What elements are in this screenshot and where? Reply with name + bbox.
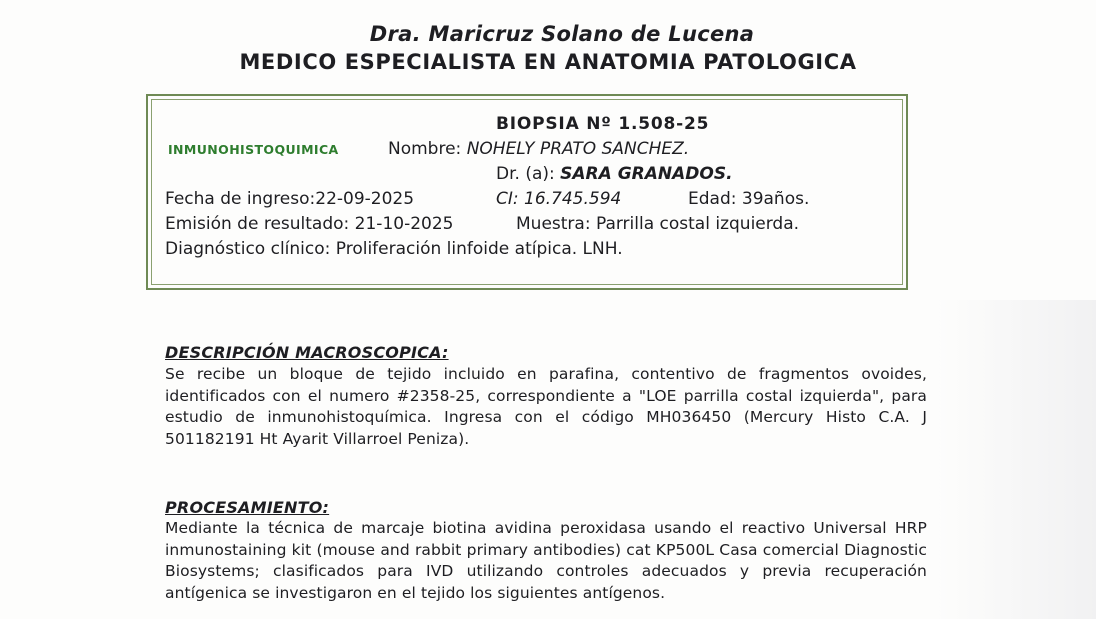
sample: Muestra: Parrilla costal izquierda. bbox=[516, 214, 800, 234]
section-tag: INMUNOHISTOQUIMICA bbox=[168, 142, 339, 157]
paper-shadow bbox=[936, 300, 1096, 619]
processing-heading: PROCESAMIENTO: bbox=[165, 498, 330, 517]
referring-doctor-line bbox=[496, 164, 733, 184]
intake-date: Fecha de ingreso:22-09-2025 bbox=[165, 189, 415, 209]
result-date: Emisión de resultado: 21-10-2025 bbox=[165, 214, 454, 234]
processing-text: Mediante la técnica de marcaje biotina avidina peroxidasa usando el reactivo Universal HRP inmunostaining kit (mouse and rabbit primary antibodies) cat KP500L Casa comercial Diagnostic Biosystems; clasificados para IVD utilizando controles adecuados y previa recuperación antígenica se investigaron en el tejido los siguientes antígenos. bbox=[165, 519, 927, 602]
patient-ci: CI: 16.745.594 bbox=[496, 189, 622, 209]
macro-heading: DESCRIPCIÓN MACROSCOPICA: bbox=[165, 343, 449, 362]
referring-doctor-label: Dr. (a): bbox=[496, 164, 555, 184]
referring-doctor-value: SARA GRANADOS. bbox=[560, 164, 733, 184]
macro-text: Se recibe un bloque de tejido incluido en parafina, contentivo de fragmentos ovoides, identificados con el numero #2358-25, correspondiente a "LOE parrilla costal izquierda", para estudio de inmunohistoquímica. Ingresa con el código MH036450 (Mercury Histo C.A. J 501182191 Ht Ayarit Villarroel Peniza). bbox=[165, 365, 927, 448]
clinical-diagnosis: Diagnóstico clínico: Proliferación linfoide atípica. LNH. bbox=[165, 239, 623, 259]
patient-age: Edad: 39años. bbox=[688, 189, 810, 209]
patient-name-label: Nombre: bbox=[388, 139, 462, 159]
biopsy-number: BIOPSIA Nº 1.508-25 bbox=[496, 114, 710, 134]
patient-name-value: NOHELY PRATO SANCHEZ. bbox=[466, 139, 690, 159]
doctor-name: Dra. Maricruz Solano de Lucena bbox=[369, 22, 755, 46]
patient-name-line bbox=[388, 139, 689, 159]
doctor-specialty: MEDICO ESPECIALISTA EN ANATOMIA PATOLOGICA bbox=[239, 50, 857, 74]
